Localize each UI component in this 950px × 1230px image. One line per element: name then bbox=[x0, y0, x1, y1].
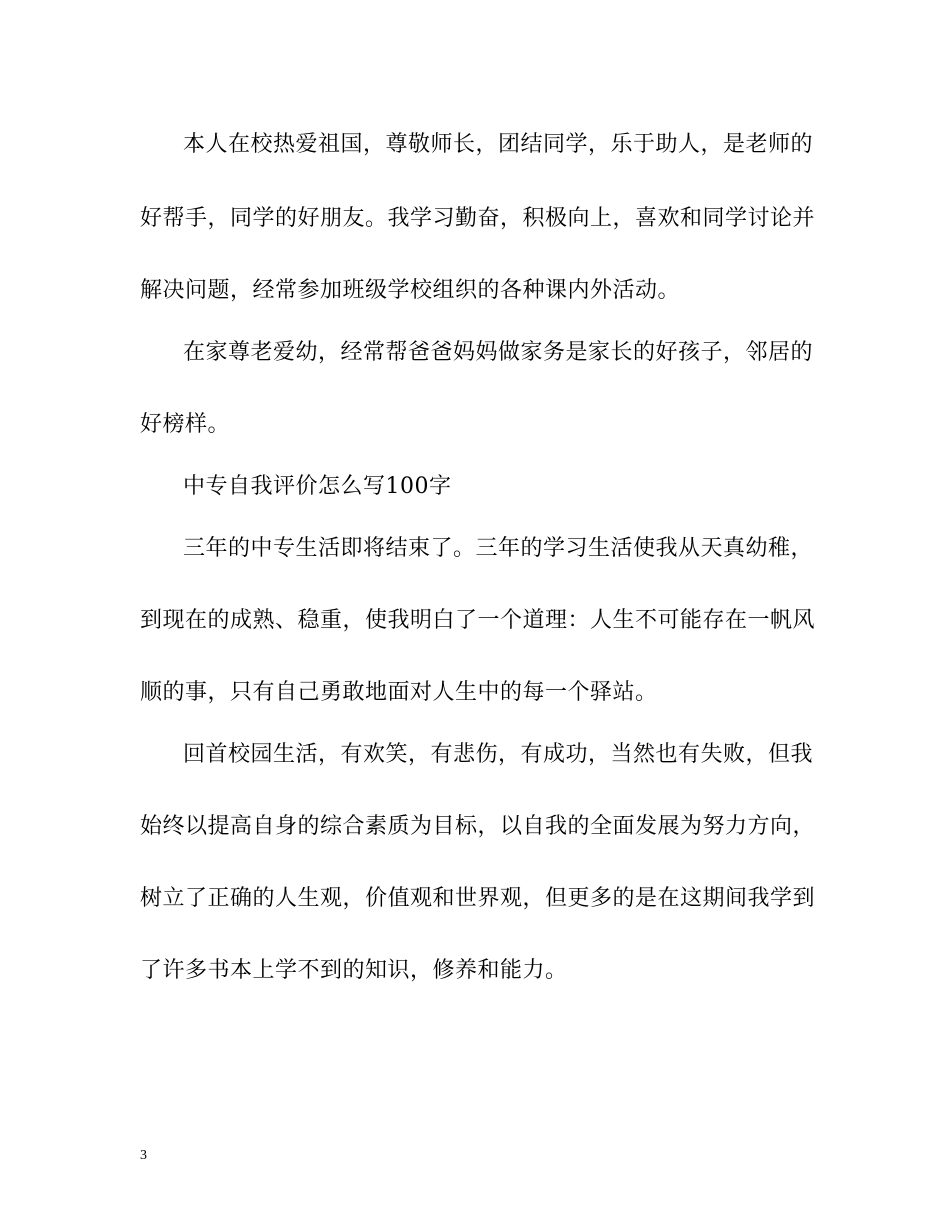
section-heading: 中专自我评价怎么写100字 bbox=[183, 474, 452, 499]
page-number: 3 bbox=[140, 1148, 147, 1163]
paragraph-4-line-3: 树立了正确的人生观，价值观和世界观，但更多的是在这期间我学到 bbox=[140, 886, 816, 911]
paragraph-2-line-2: 好榜样。 bbox=[140, 412, 231, 437]
paragraph-1-line-2: 好帮手，同学的好朋友。我学习勤奋，积极向上，喜欢和同学讨论并 bbox=[140, 206, 816, 231]
paragraph-2-line-1: 在家尊老爱幼，经常帮爸爸妈妈做家务是家长的好孩子，邻居的 bbox=[183, 340, 814, 365]
paragraph-3-line-1: 三年的中专生活即将结束了。三年的学习生活使我从天真幼稚， bbox=[183, 536, 814, 561]
paragraph-4-line-2: 始终以提高自身的综合素质为目标，以自我的全面发展为努力方向， bbox=[140, 814, 816, 839]
paragraph-3-line-2: 到现在的成熟、稳重，使我明白了一个道理：人生不可能存在一帆风 bbox=[140, 608, 816, 633]
paragraph-1-line-3: 解决问题，经常参加班级学校组织的各种课内外活动。 bbox=[140, 278, 681, 303]
paragraph-4-line-1: 回首校园生活，有欢笑，有悲伤，有成功，当然也有失败，但我 bbox=[183, 742, 814, 767]
paragraph-1-line-1: 本人在校热爱祖国，尊敬师长，团结同学，乐于助人，是老师的 bbox=[183, 132, 814, 157]
paragraph-4-line-4: 了许多书本上学不到的知识，修养和能力。 bbox=[140, 958, 568, 983]
paragraph-3-line-3: 顺的事，只有自己勇敢地面对人生中的每一个驿站。 bbox=[140, 680, 658, 705]
